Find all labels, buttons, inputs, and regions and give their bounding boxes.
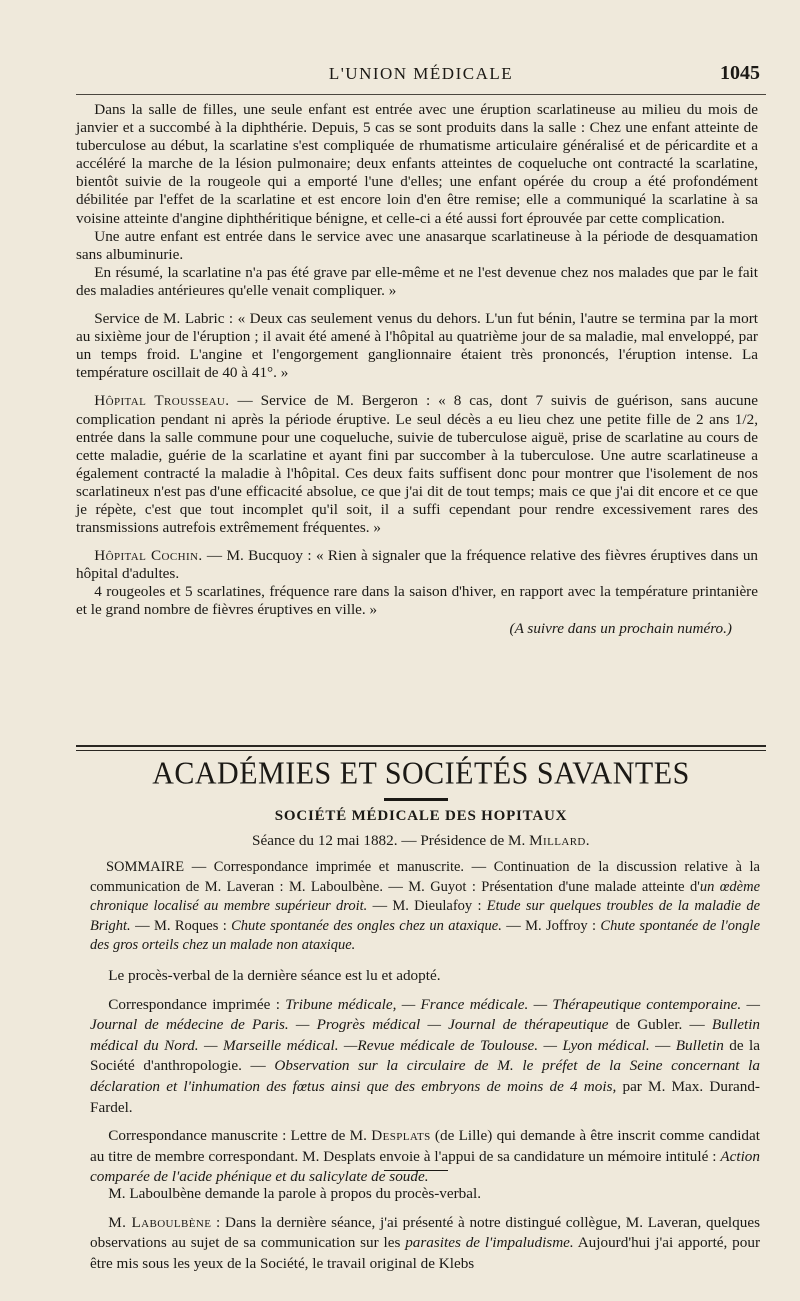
journal-list: Bulletin [675,1036,724,1054]
paragraph-italic: parasites de l'impaludisme. [405,1234,574,1252]
correspondence-text: de la Société d'anthropologie. — [90,1036,761,1075]
correspondence-text: par M. Max. Durand-Fardel. [90,1077,760,1116]
article-continuation [76,101,758,638]
summary-title: Chute spontanée de l'ongle des gros orteils chez un malade non ataxique. [90,917,760,953]
session-line [76,832,766,850]
title-rule [384,798,448,801]
paragraph-text: — Service de M. Bergeron : « 8 cas, dont 7 suivis de guérison, sans aucune complication pendant ni après la période éruptive. Le seul décès a eu lieu chez une petite fille de 2 ans 1/2, entrée dans la salle commune pour une coqueluche, suivie de tuberculose aiguë, prise de scarlatine au cours de cette maladie, guérie de la scarlatine et ayant fini par succomber à la tuberculose. Une autre scarlatineuse a également contracté la maladie à l'hôpital. Ces deux faits suffisent donc pour montrer que l'isolement de nos scarlatineux n'est pas d'une efficacité absolue, ce que j'ai dit de tout temps; mais ce que j'ai dit encore et ce que je répète, c'est que tout incomplet qu'il soit, il a suffi cependant pour rendre excessivement rares des transmissions autrefois extrêmement fréquentes. » [76,392,758,537]
summary-title: Chute spontanée des ongles chez un ataxique. [231,917,502,934]
president-name: Millard. [529,832,590,849]
summary [90,858,760,956]
page-number: 1045 [720,62,760,84]
journal-list: Tribune médicale, — France médicale. — Thérapeutique contemporaine. — Journal de médecine de Paris. — Progrès médical — Journal de thérapeutique [90,995,760,1034]
running-title: L'UNION MÉDICALE [328,64,514,83]
correspondence-text: de Gubler. — [608,1016,712,1034]
hospital-name: Hôpital Trousseau. [94,392,230,410]
summary-paragraph [90,858,760,956]
paragraph [76,392,758,537]
correspondence-text: — [649,1036,676,1054]
separator-rule [384,1170,448,1171]
speaker-name: M. Laboulbène [108,1213,212,1231]
section-title: ACADÉMIES ET SOCIÉTÉS SAVANTES [152,756,690,791]
summary-title: Etude sur quelques troubles de la maladie de Bright. [90,898,761,934]
paragraph [76,547,758,583]
summary-text: — M. Dieulafoy : [367,898,487,914]
discussion [90,1184,760,1274]
paragraph: En résumé, la scarlatine n'a pas été grave par elle-même et ne l'est devenue chez nos malades que par le fait des maladies antérieures qu'elle venait compliquer. » [76,263,758,299]
summary-title: un œdème chronique localisé au membre supérieur droit. [90,878,761,914]
section-divider [76,745,766,747]
summary-text: — M. Roques : [130,917,232,934]
journal-list: Observation sur la circulaire de M. le préfet de la Seine concernant la déclaration et l'inhumation des fœtus ainsi que des embryons de moins de 4 mois, [90,1057,760,1095]
memoir-title: Action comparée de l'acide phénique et du salicylate de soude. [90,1147,760,1186]
paragraph-text: Aujourd'hui j'ai apporté, pour être mis sous les yeux de la Société, le travail original de Klebs [90,1234,760,1272]
proceedings [90,966,760,1188]
paragraph: Service de M. Labric : « Deux cas seulement venus du dehors. L'un fut bénin, l'autre se termina par la mort au sixième jour de l'éruption ; il avait été amené à l'hôpital au quatrième jour de sa maladie, mal enveloppé, par un temps froid. L'angine et l'engorgement ganglionnaire étaient très prononcés, l'éruption intense. La température oscillait de 40 à 41°. » [76,310,758,382]
correspondence-text: (de Lille) qui demande à être inscrit comme candidat au titre de membre correspondant. M. Desplats envoie à l'appui de sa candidature un mémoire intitulé : [90,1127,760,1165]
section-divider [76,750,766,751]
paragraph [90,1213,760,1275]
paragraph: M. Laboulbène demande la parole à propos du procès-verbal. [108,1185,482,1202]
summary-text: — M. Joffroy : [501,917,601,934]
society-title: SOCIÉTÉ MÉDICALE DES HOPITAUX [274,808,568,824]
page-header [76,60,766,90]
correspondence-label: Correspondance imprimée : [108,995,286,1013]
to-be-continued-note: (A suivre dans un prochain numéro.) [509,619,732,637]
paragraph-text: — M. Bucquoy : « Rien à signaler que la fréquence relative des fièvres éruptives dans un hôpital d'adultes. [76,547,759,583]
author-name: Desplats [371,1127,431,1145]
minutes-paragraph: Le procès-verbal de la dernière séance est lu et adopté. [108,967,441,984]
manuscript-correspondence [90,1126,760,1188]
correspondence-label: Correspondance manuscrite : Lettre de M. [108,1127,372,1145]
paragraph: 4 rougeoles et 5 scarlatines, fréquence rare dans la saison d'hiver, en rapport avec la température printanière et le grand nombre de fièvres éruptives en ville. » [76,583,758,619]
paragraph: Dans la salle de filles, une seule enfant est entrée avec une éruption scarlatineuse au milieu du mois de janvier et a succombé à la diphthérie. Depuis, 5 cas se sont produits dans la salle : Chez une enfant atteinte de tuberculose au début, la scarlatine s'est compliquée de rhumatisme articulaire généralisé et de péricardite et a accéléré la marche de la lésion pulmonaire; deux enfants atteintes de coqueluche ont contracté la scarlatine, bientôt suivie de la rougeole qui a emporté l'une d'elles; une enfant opérée du croup a été profondément débilitée par l'effet de la scarlatine et est encore loin d'en être remise; elle a communiqué la scarlatine à sa voisine atteinte d'angine diphthéritique bénigne, et celle-ci a été aussi fort éprouvée par cette complication. [76,101,758,227]
paragraph-text: : Dans la dernière séance, j'ai présenté à notre distingué collègue, M. Laveran, quelques observations au sujet de sa communication sur les [90,1213,760,1252]
hospital-name: Hôpital Cochin. [94,547,203,565]
summary-text: — Correspondance imprimée et manuscrite. — Continuation de la discussion relative à la communication de M. Laveran : M. Laboulbène. — M. Guyot : Présentation d'une malade atteinte d' [90,859,760,895]
journal-list: Bulletin médical du Nord. — Marseille médical. —Revue médicale de Toulouse. — Lyon médical. [90,1016,761,1054]
session-date: Séance du 12 mai 1882. — Présidence de M. [252,832,530,849]
printed-correspondence [90,995,760,1119]
summary-label: SOMMAIRE [105,859,185,875]
paragraph: Une autre enfant est entrée dans le service avec une anasarque scarlatineuse à la période de desquamation sans albuminurie. [76,227,758,263]
header-rule [76,94,766,95]
